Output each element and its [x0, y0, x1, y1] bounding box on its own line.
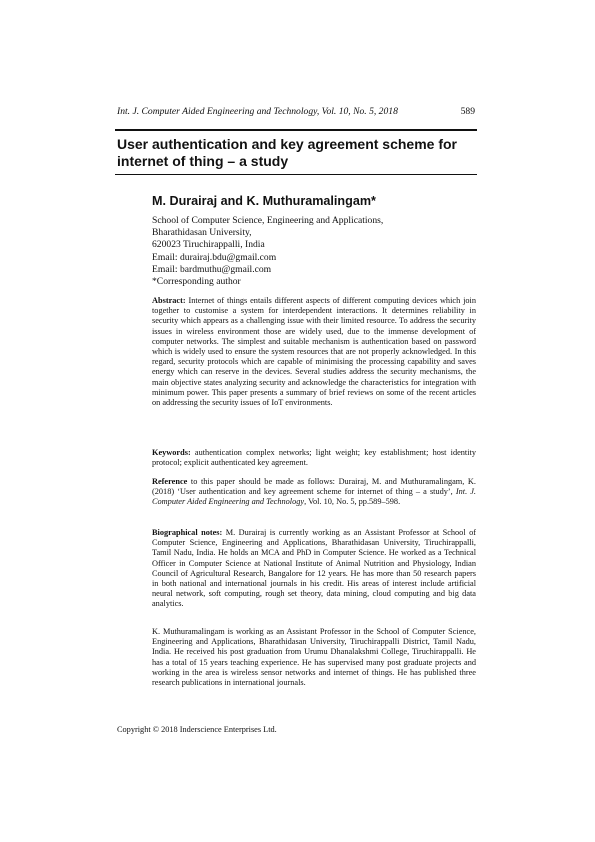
- bio-muthuramalingam: K. Muthuramalingam is working as an Assistant Professor in the School of Computer Science, Engineering and Applications, Bharathidasan University, Tiruchirappalli District, Tamil Nadu, India. He received his post graduation from Urumu Dhanalakshmi College, Tiruchirappalli. He has a total of 15 years teaching experience. He has supervised many post graduate projects and working in the area is wireless sensor networks and internet of things. He has published three research publications in international journals.: [152, 627, 476, 688]
- bio-label: Biographical notes:: [152, 528, 223, 537]
- reference-label: Reference: [152, 477, 188, 486]
- bio-text-durairaj: M. Durairaj is currently working as an Assistant Professor at School of Computer Science, Engineering and Applications, Bharathidasan University, Tiruchirappalli, Tamil Nadu, India. He holds an MCA and PhD in Computer Science. He worked as a Technical Officer in Computer Science at National Institute of Animal Nutrition and Physiology, Indian Council of Agricultural Research, Bangalore for 12 years. He has more than 50 research papers in both national and international journals in his credit. His areas of interest include artificial neural network, soft computing, rough set theory, data mining, cloud computing and big data analytics.: [152, 528, 476, 609]
- keywords-text: authentication complex networks; light weight; key establishment; host identity protocol; explicit authenticated key agreement.: [152, 448, 476, 468]
- author-names: M. Durairaj and K. Muthuramalingam*: [152, 194, 376, 208]
- title-rule-bottom: [115, 174, 477, 175]
- reference-journal: Int. J. Computer Aided Engineering and Technology: [152, 487, 476, 507]
- page-number: 589: [460, 106, 475, 117]
- keywords-label: Keywords:: [152, 448, 191, 457]
- affiliation-block: [152, 215, 472, 288]
- reference: [152, 477, 476, 508]
- reference-volume: , Vol. 10, No. 5, pp.589–598.: [304, 497, 401, 507]
- affiliation-line: Bharathidasan University,: [152, 227, 252, 239]
- abstract: [152, 296, 476, 408]
- copyright-notice: Copyright © 2018 Inderscience Enterprises Ltd.: [117, 725, 277, 734]
- journal-citation: Int. J. Computer Aided Engineering and Technology, Vol. 10, No. 5, 2018: [117, 106, 398, 117]
- biographical-notes: [152, 528, 476, 610]
- paper-title: User authentication and key agreement scheme for internet of thing – a study: [117, 136, 457, 169]
- corresponding-author-note: *Corresponding author: [152, 276, 241, 288]
- abstract-label: Abstract:: [152, 296, 186, 305]
- keywords: [152, 448, 476, 468]
- affiliation-line: School of Computer Science, Engineering and Applications,: [152, 215, 384, 226]
- email-line: Email: durairaj.bdu@gmail.com: [152, 251, 277, 263]
- abstract-text: Internet of things entails different aspects of different computing devices which join together to customise a system for interdependent interactions. It determines reliability in security which appears as a challenging issue with their limited resource. To address the security issues in wireless environment those are widely used, due to the immense development of computer networks. The simplest and suitable mechanism is authentication based on password which is widely used to ensure the system resources that are not properly acknowledged. In this regard, security protocols which are capable of minimising the processing capability and saves energy which can reserve in the devices. Several studies address the security mechanisms, the main objective states analyzing security and acknowledge the characteristics for integration with minimum power. This paper presents a summary of brief reviews on some of the recent articles on addressing the security issues of IoT environments.: [152, 296, 476, 408]
- reference-text: to this paper should be made as follows: Durairaj, M. and Muthuramalingam, K. (2018) ‘User authentication and key agreement scheme for internet of thing – a study’,: [152, 477, 476, 497]
- title-rule-top: [115, 129, 477, 131]
- running-head: [117, 106, 475, 117]
- email-line: Email: bardmuthu@gmail.com: [152, 263, 272, 275]
- affiliation-line: 620023 Tiruchirappalli, India: [152, 239, 265, 251]
